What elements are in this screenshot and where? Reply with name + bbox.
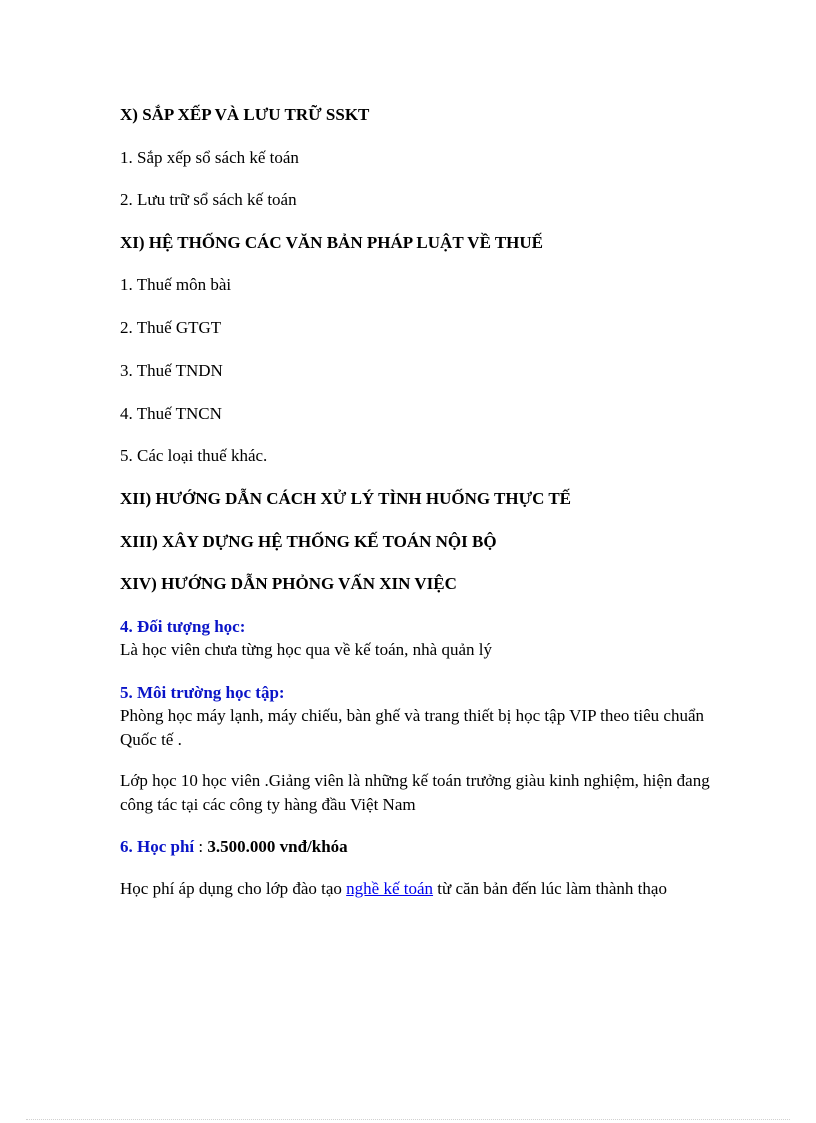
section-10-title: X) SẮP XẾP VÀ LƯU TRỮ SSKT xyxy=(120,105,370,124)
section-11-title: XI) HỆ THỐNG CÁC VĂN BẢN PHÁP LUẬT VỀ THUẾ xyxy=(120,233,544,252)
fee-text-before: Học phí áp dụng cho lớp đào tạo xyxy=(120,879,347,898)
tuition-price: 3.500.000 vnđ/khóa xyxy=(207,837,348,856)
list-item: 2. Thuế GTGT xyxy=(120,318,222,337)
fee-text-after: từ căn bản đến lúc làm thành thạo xyxy=(433,879,667,898)
list-item: 1. Thuế môn bài xyxy=(120,275,232,294)
list-item: 3. Thuế TNDN xyxy=(120,361,223,380)
heading-5-text-1: Phòng học máy lạnh, máy chiếu, bàn ghế và trang thiết bị học tập VIP theo tiêu chuẩn Quốc tế . xyxy=(120,706,704,749)
heading-6-row xyxy=(120,836,348,858)
list-item: 2. Lưu trữ sổ sách kế toán xyxy=(120,190,297,209)
page-bottom-divider xyxy=(26,1119,790,1120)
heading-6: 6. Học phí xyxy=(120,837,195,856)
heading-4: 4. Đối tượng học: xyxy=(120,617,246,636)
section-13-title: XIII) XÂY DỰNG HỆ THỐNG KẾ TOÁN NỘI BỘ xyxy=(120,532,497,551)
list-item: 1. Sắp xếp sổ sách kế toán xyxy=(120,148,299,167)
heading-5: 5. Môi trường học tập: xyxy=(120,683,285,702)
heading-5-text-2: Lớp học 10 học viên .Giảng viên là những kế toán trưởng giàu kinh nghiệm, hiện đang công tác tại các công ty hàng đầu Việt Nam xyxy=(120,771,710,814)
heading-6-separator: : xyxy=(194,837,208,856)
list-item: 4. Thuế TNCN xyxy=(120,404,222,423)
section-14-title: XIV) HƯỚNG DẪN PHỎNG VẤN XIN VIỆC xyxy=(120,574,457,593)
heading-4-text: Là học viên chưa từng học qua về kế toán, nhà quản lý xyxy=(120,640,492,659)
course-link[interactable]: nghề kế toán xyxy=(346,879,434,898)
list-item: 5. Các loại thuế khác. xyxy=(120,446,268,465)
section-12-title: XII) HƯỚNG DẪN CÁCH XỬ LÝ TÌNH HUỐNG THỰC TẾ xyxy=(120,489,572,508)
fee-paragraph xyxy=(120,877,720,901)
